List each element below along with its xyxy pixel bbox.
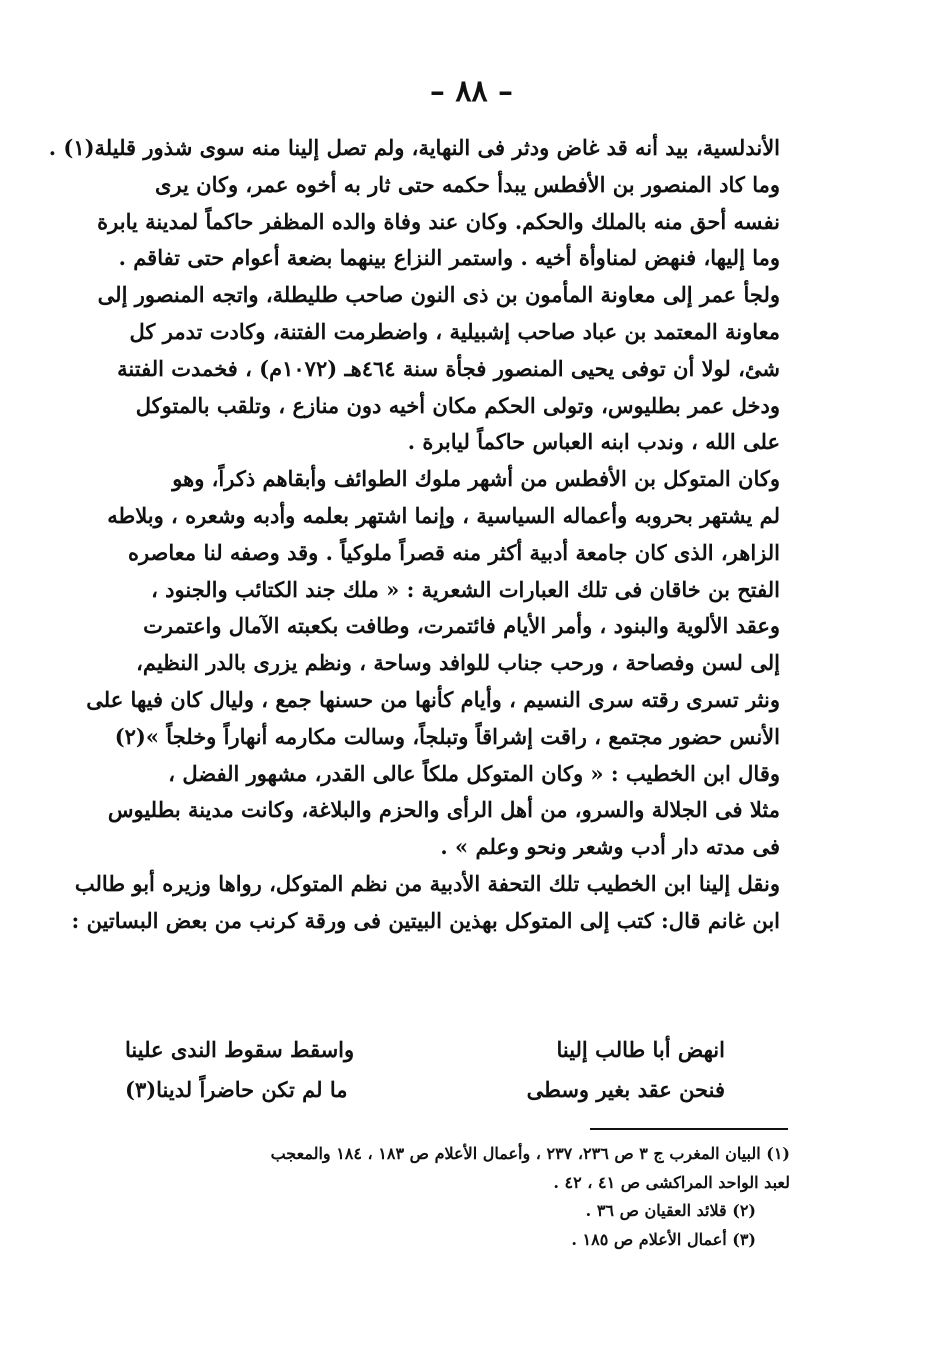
text-line: وكان المتوكل بن الأفطس من أشهر ملوك الطوائف وأبقاهم ذكراً، وهو [172,466,780,492]
text-line: مثلا فى الجلالة والسرو، من أهل الرأى والحزم والبلاغة، وكانت مدينة بطليوس [107,797,780,823]
verse-second-hemistich: واسقط سقوط الندى علينا [125,1037,355,1062]
main-text [48,130,780,940]
verse-second-hemistich: ما لم تكن حاضراً لدينا(٣) [125,1077,348,1102]
text-line: الأندلسية، بيد أنه قد غاض ودثر فى النهاية، ولم تصل إلينا منه سوى شذور قليلة(١) . [48,135,780,160]
text-line: لم يشتهر بحروبه وأعماله السياسية ، وإنما اشتهر بعلمه وأدبه وشعره ، وبلاطه [107,502,780,528]
poem-verse [100,1070,780,1110]
text-line: فى مدته دار أدب وشعر ونحو وعلم » . [440,834,780,860]
text-line: الأنس حضور مجتمع ، راقت إشراقاً وتبلجاً، وسالت مكارمه أنهاراً وخلجاً »(٢) [114,723,780,749]
text-line: على الله ، وندب ابنه العباس حاكماً ليابرة . [407,429,780,455]
verse-first-hemistich: انهض أبا طالب إلينا [556,1037,725,1062]
text-line: وما إليها، فنهض لمناوأة أخيه . واستمر النزاع بينهما بضعة أعوام حتى تفاقم . [118,245,780,271]
text-line: ولجأ عمر إلى معاونة المأمون بن ذى النون صاحب طليطلة، واتجه المنصور إلى [97,282,780,308]
footnote: (٢) قلائد العقيان ص ٣٦ . [585,1201,756,1220]
text-line: الزاهر، الذى كان جامعة أدبية أكثر منه قصراً ملوكياً . وقد وصفه لنا معاصره [127,539,780,565]
text-line: شئ، لولا أن توفى يحيى المنصور فجأة سنة ٤٦٤هـ (١٠٧٢م) ، فخمدت الفتنة [117,355,780,381]
page-number: – ٨٨ – [429,74,514,109]
text-line: إلى لسن وفصاحة ، ورحب جناب للوافد وساحة ، ونظم يزرى بالدر النظيم، [136,650,780,676]
footnote: (٣) أعمال الأعلام ص ١٨٥ . [571,1229,756,1249]
poem [100,1030,780,1110]
poem-verse [100,1030,780,1070]
footnote-separator [590,1128,788,1130]
text-line: ونثر تسرى رقته سرى النسيم ، وأيام كأنها من حسنها جمع ، وليال كان فيها على [86,686,780,712]
verse-first-hemistich: فنحن عقد بغير وسطى [526,1077,725,1102]
footnote-continuation: لعبد الواحد المراكشى ص ٤١ ، ٤٢ . [553,1172,790,1192]
text-line: وما كاد المنصور بن الأفطس يبدأ حكمه حتى ثار به أخوه عمر، وكان يرى [154,171,780,197]
text-line: نفسه أحق منه بالملك والحكم. وكان عند وفاة والده المظفر حاكماً لمدينة يابرة [97,208,780,234]
text-line: معاونة المعتمد بن عباد صاحب إشبيلية ، واضطرمت الفتنة، وكادت تدمر كل [129,318,780,344]
text-line: ابن غانم قال: كتب إلى المتوكل بهذين البيتين فى ورقة كرنب من بعض البساتين : [71,907,780,933]
text-line: وقال ابن الخطيب : « وكان المتوكل ملكاً عالى القدر، مشهور الفضل ، [168,760,780,786]
footnote: (١) البيان المغرب ج ٣ ص ٢٣٦، ٢٣٧ ، وأعمال الأعلام ص ١٨٣ ، ١٨٤ والمعجب [270,1144,790,1163]
text-line: ودخل عمر بطليوس، وتولى الحكم مكان أخيه دون منازع ، وتلقب بالمتوكل [135,392,780,418]
footnotes [100,1140,790,1254]
text-line: ونقل إلينا ابن الخطيب تلك التحفة الأدبية من نظم المتوكل، رواها وزيره أبو طالب [74,870,780,896]
text-line: الفتح بن خاقان فى تلك العبارات الشعرية : « ملك جند الكتائب والجنود ، [151,576,780,602]
text-line: وعقد الألوية والبنود ، وأمر الأيام فائتمرت، وطافت بكعبته الآمال واعتمرت [143,613,780,639]
